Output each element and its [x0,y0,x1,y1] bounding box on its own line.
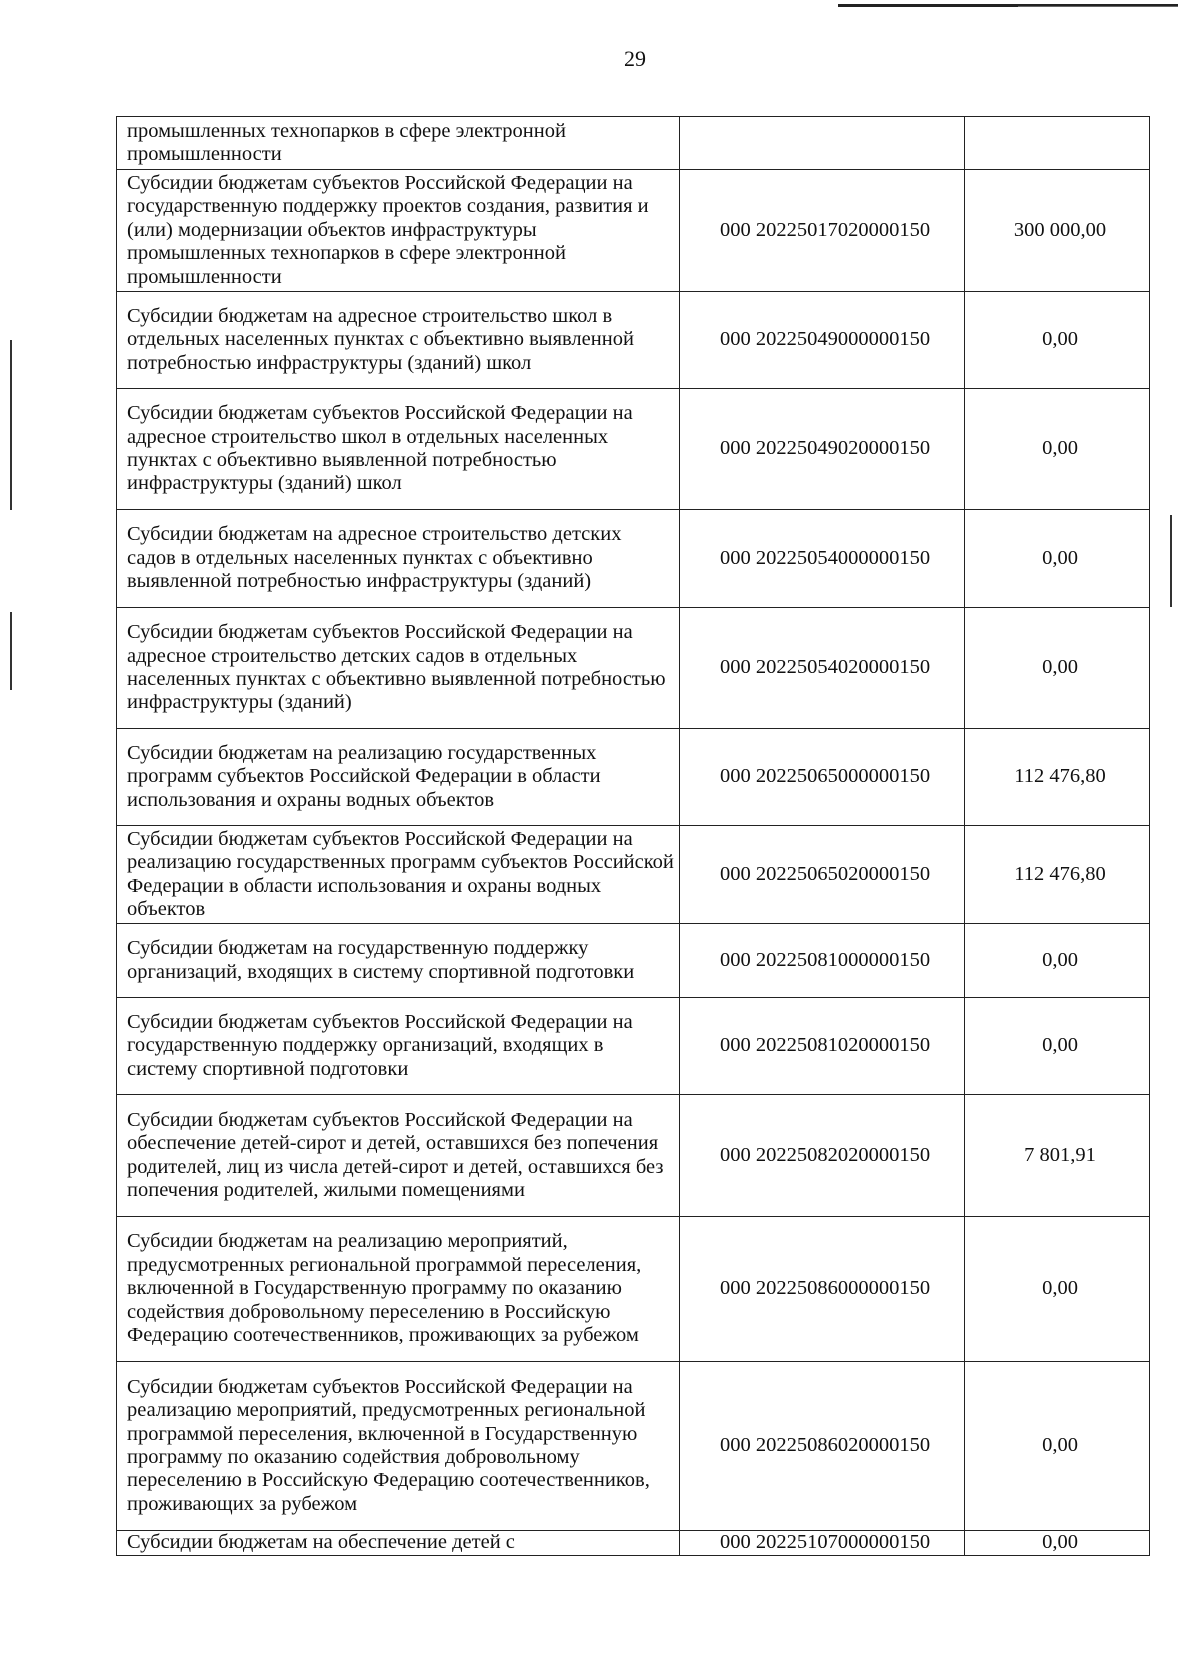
table-row [117,170,1150,292]
row-value: 0,00 [965,1362,1150,1531]
row-name: Субсидии бюджетам субъектов Российской Федерации на государственную поддержку проектов создания, развития и (или) модернизации объектов инфраструктуры промышленных технопарков в сфере электронной промышленности [117,170,680,292]
row-code: 000 20225049000000150 [680,292,965,389]
row-name: Субсидии бюджетам на адресное строительство детских садов в отдельных населенных пунктах с объективно выявленной потребностью инфраструктуры (зданий) [117,510,680,608]
table-row [117,1095,1150,1217]
top-rule [838,4,1178,7]
row-code: 000 20225049020000150 [680,389,965,510]
table-row [117,292,1150,389]
table-row [117,1531,1150,1556]
row-name: Субсидии бюджетам субъектов Российской Федерации на адресное строительство школ в отдельных населенных пунктах с объективно выявленной потребностью инфраструктуры (зданий) школ [117,389,680,510]
table-row [117,826,1150,924]
row-code: 000 20225082020000150 [680,1095,965,1217]
row-name: Субсидии бюджетам субъектов Российской Федерации на обеспечение детей-сирот и детей, оставшихся без попечения родителей, лиц из числа детей-сирот и детей, оставшихся без попечения родителей, жилыми помещениями [117,1095,680,1217]
row-code: 000 20225081020000150 [680,998,965,1095]
row-code: 000 20225054020000150 [680,608,965,729]
row-value [965,117,1150,170]
table-row [117,117,1150,170]
row-code: 000 20225054000000150 [680,510,965,608]
row-code: 000 20225086020000150 [680,1362,965,1531]
row-value: 300 000,00 [965,170,1150,292]
margin-mark [10,612,12,690]
margin-mark [1170,515,1172,607]
row-value: 7 801,91 [965,1095,1150,1217]
row-value: 0,00 [965,1217,1150,1362]
table-row [117,510,1150,608]
row-value: 112 476,80 [965,826,1150,924]
row-name: Субсидии бюджетам на реализацию мероприятий, предусмотренных региональной программой переселения, включенной в Государственную программу по оказанию содействия добровольному переселению в Российскую Федерацию соотечественников, проживающих за рубежом [117,1217,680,1362]
row-code: 000 20225065000000150 [680,729,965,826]
table-row [117,1362,1150,1531]
row-name: промышленных технопарков в сфере электронной промышленности [117,117,680,170]
row-value: 0,00 [965,1531,1150,1556]
row-name: Субсидии бюджетам на реализацию государственных программ субъектов Российской Федерации в области использования и охраны водных объектов [117,729,680,826]
row-value: 0,00 [965,510,1150,608]
table-row [117,924,1150,998]
row-name: Субсидии бюджетам субъектов Российской Федерации на реализацию государственных программ субъектов Российской Федерации в области использования и охраны водных объектов [117,826,680,924]
table-row [117,729,1150,826]
row-value: 0,00 [965,292,1150,389]
row-name: Субсидии бюджетам на государственную поддержку организаций, входящих в систему спортивной подготовки [117,924,680,998]
row-name: Субсидии бюджетам субъектов Российской Федерации на адресное строительство детских садов в отдельных населенных пунктах с объективно выявленной потребностью инфраструктуры (зданий) [117,608,680,729]
row-code: 000 20225086000000150 [680,1217,965,1362]
table-row [117,608,1150,729]
row-code: 000 20225065020000150 [680,826,965,924]
row-name: Субсидии бюджетам субъектов Российской Федерации на государственную поддержку организаций, входящих в систему спортивной подготовки [117,998,680,1095]
page-number: 29 [624,46,646,71]
table-row [117,998,1150,1095]
row-name: Субсидии бюджетам на обеспечение детей с [117,1531,680,1556]
row-value: 0,00 [965,998,1150,1095]
margin-mark [10,340,12,510]
row-code: 000 20225107000000150 [680,1531,965,1556]
row-value: 112 476,80 [965,729,1150,826]
row-value: 0,00 [965,608,1150,729]
row-value: 0,00 [965,924,1150,998]
row-value: 0,00 [965,389,1150,510]
row-name: Субсидии бюджетам субъектов Российской Федерации на реализацию мероприятий, предусмотренных региональной программой переселения, включенной в Государственную программу по оказанию содействия добровольному переселению в Российскую Федерацию соотечественников, проживающих за рубежом [117,1362,680,1531]
table-row [117,1217,1150,1362]
budget-table [116,116,1150,1556]
table-row [117,389,1150,510]
row-name: Субсидии бюджетам на адресное строительство школ в отдельных населенных пунктах с объективно выявленной потребностью инфраструктуры (зданий) школ [117,292,680,389]
row-code: 000 20225017020000150 [680,170,965,292]
row-code [680,117,965,170]
row-code: 000 20225081000000150 [680,924,965,998]
